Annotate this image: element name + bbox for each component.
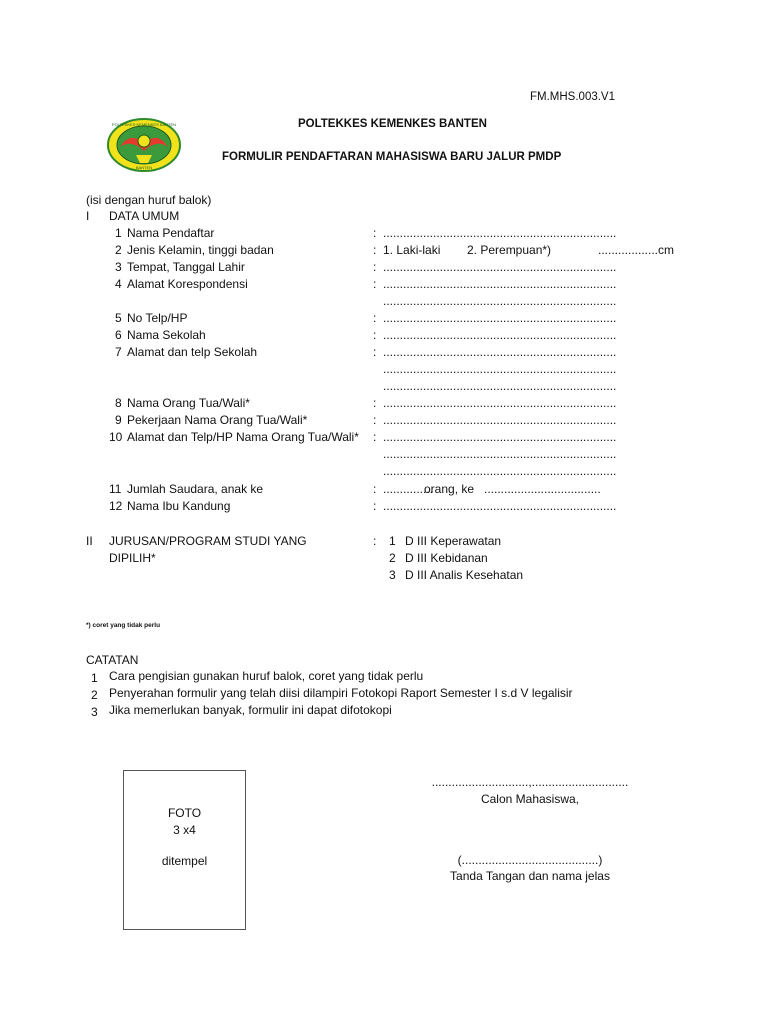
sibling-rank-blank: ................................... — [484, 482, 601, 496]
field-blank-continuation: ...................................................................... — [383, 379, 617, 393]
gender-option-female: 2. Perempuan*) — [467, 243, 552, 257]
instruction-text: (isi dengan huruf balok) — [86, 193, 212, 207]
institution-name: POLTEKKES KEMENKES BANTEN — [298, 118, 487, 130]
field-number: 10 — [109, 430, 123, 444]
section1-title: DATA UMUM — [109, 209, 180, 223]
field-blank: ...................................................................... — [383, 260, 617, 274]
field-blank: ...................................................................... — [383, 345, 617, 359]
program-option-num: 1 — [389, 534, 396, 548]
note-num: 1 — [91, 671, 98, 685]
notes-title: CATATAN — [86, 653, 139, 667]
field-colon: : — [373, 482, 377, 496]
field-colon: : — [373, 260, 377, 274]
field-label: Nama Orang Tua/Wali* — [127, 396, 250, 410]
section2-colon: : — [373, 534, 377, 548]
program-option-num: 3 — [389, 568, 396, 582]
height-blank: ..................cm — [598, 243, 675, 257]
institution-logo — [106, 117, 182, 173]
field-number: 4 — [115, 277, 122, 291]
field-colon: : — [373, 430, 377, 444]
field-blank: ...................................................................... — [383, 499, 617, 513]
field-label: Alamat dan Telp/HP Nama Orang Tua/Wali* — [127, 430, 359, 444]
form-title: FORMULIR PENDAFTARAN MAHASISWA BARU JALUR PMDP — [222, 151, 562, 163]
gender-option-male: 1. Laki-laki — [383, 243, 441, 257]
logo-text: POLTEKKES KEMENKES BANTEN — [111, 122, 177, 127]
note-num: 3 — [91, 705, 98, 719]
field-label: Nama Ibu Kandung — [127, 499, 231, 513]
footnote: *) coret yang tidak perlu — [86, 622, 161, 629]
field-colon: : — [373, 311, 377, 325]
section2-title-line1: JURUSAN/PROGRAM STUDI YANG — [109, 534, 307, 548]
field-colon: : — [373, 345, 377, 359]
field-label: No Telp/HP — [127, 311, 188, 325]
field-label: Pekerjaan Nama Orang Tua/Wali* — [127, 413, 308, 427]
program-option-label: D III Analis Kesehatan — [405, 568, 524, 582]
field-colon: : — [373, 243, 377, 257]
field-number: 2 — [115, 243, 122, 257]
field-colon: : — [373, 226, 377, 240]
field-blank: ...................................................................... — [383, 328, 617, 342]
field-label: Nama Pendaftar — [127, 226, 215, 240]
photo-label: FOTO — [167, 806, 202, 820]
field-blank: ...................................................................... — [383, 396, 617, 410]
note-num: 2 — [91, 688, 98, 702]
field-label: Jenis Kelamin, tinggi badan — [127, 243, 274, 257]
field-blank: ...................................................................... — [383, 430, 617, 444]
field-colon: : — [373, 413, 377, 427]
program-option-label: D III Kebidanan — [405, 551, 488, 565]
note-text: Cara pengisian gunakan huruf balok, coret yang tidak perlu — [109, 669, 424, 683]
field-number: 12 — [109, 499, 123, 513]
note-text: Jika memerlukan banyak, formulir ini dapat difotokopi — [109, 703, 392, 717]
field-number: 5 — [115, 311, 122, 325]
field-blank-continuation: ...................................................................... — [383, 362, 617, 376]
logo-sub: BANTEN — [135, 165, 153, 170]
field-blank: ...................................................................... — [383, 277, 617, 291]
signature-name-line: (.........................................) — [457, 853, 603, 867]
program-option-label: D III Keperawatan — [405, 534, 502, 548]
field-blank-continuation: ...................................................................... — [383, 447, 617, 461]
program-option-num: 2 — [389, 551, 396, 565]
section2-title-line2: DIPILIH* — [109, 551, 156, 565]
note-text: Penyerahan formulir yang telah diisi dilampiri Fotokopi Raport Semester I s.d V legalisir — [109, 686, 573, 700]
field-blank-continuation: ...................................................................... — [383, 294, 617, 308]
field-number: 8 — [115, 396, 122, 410]
field-blank: ...................................................................... — [383, 413, 617, 427]
section2-numeral: II — [86, 534, 93, 548]
field-colon: : — [373, 277, 377, 291]
field-blank-continuation: ...................................................................... — [383, 464, 617, 478]
field-number: 3 — [115, 260, 122, 274]
field-number: 1 — [115, 226, 122, 240]
field-label: Nama Sekolah — [127, 328, 206, 342]
photo-size: 3 x4 — [173, 823, 196, 837]
photo-box — [123, 770, 246, 930]
field-colon: : — [373, 499, 377, 513]
field-label: Tempat, Tanggal Lahir — [127, 260, 245, 274]
field-blank: ...................................................................... — [383, 311, 617, 325]
field-colon: : — [373, 328, 377, 342]
field-number: 6 — [115, 328, 122, 342]
sibling-count-blank: ............... — [383, 482, 434, 496]
signature-role: Calon Mahasiswa, — [480, 792, 580, 806]
form-code: FM.MHS.003.V1 — [530, 91, 615, 103]
signature-caption: Tanda Tangan dan nama jelas — [450, 869, 610, 883]
field-label: Alamat Korespondensi — [127, 277, 248, 291]
photo-instruction: ditempel — [161, 854, 208, 868]
section1-numeral: I — [86, 209, 90, 223]
field-label: Jumlah Saudara, anak ke — [127, 482, 264, 496]
field-blank: ...................................................................... — [383, 226, 617, 240]
field-number: 9 — [115, 413, 122, 427]
field-colon: : — [373, 396, 377, 410]
field-number: 7 — [115, 345, 122, 359]
field-label: Alamat dan telp Sekolah — [127, 345, 258, 359]
signature-place-date: .............................,............................. — [431, 775, 629, 789]
sibling-separator: orang, ke — [424, 482, 475, 496]
field-number: 11 — [109, 482, 122, 496]
